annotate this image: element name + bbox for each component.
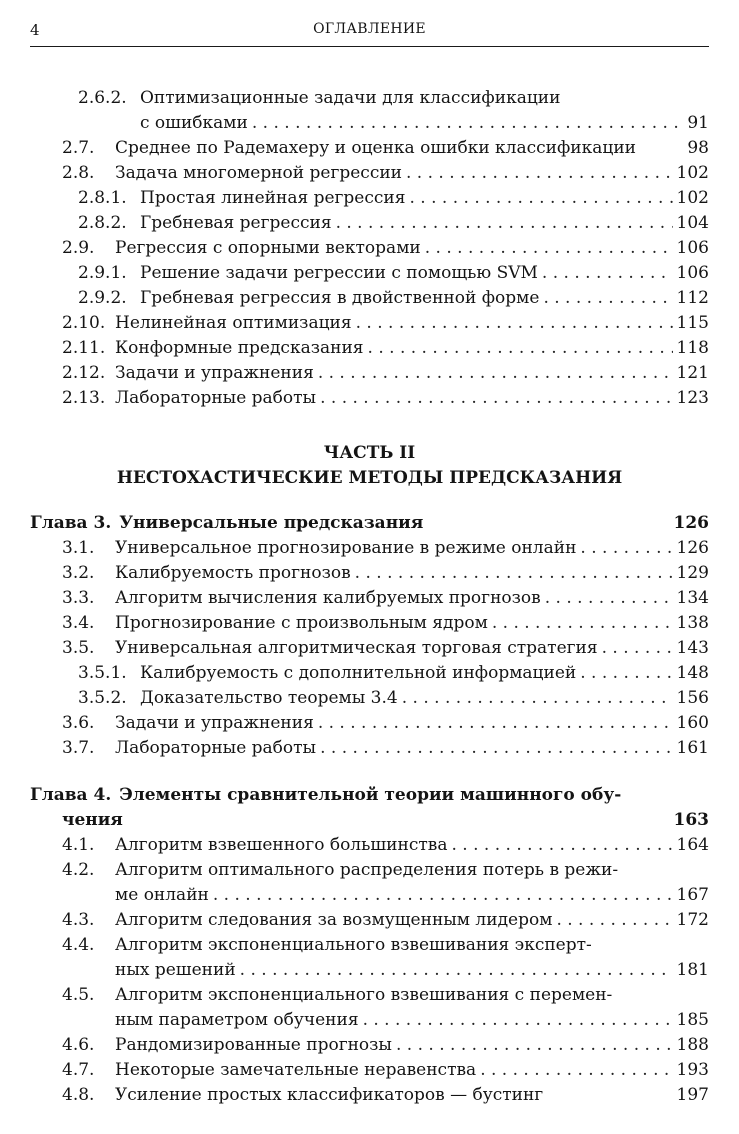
toc-entry: 4.5. Алгоритм экспоненциального взвешивания с перемен- (62, 985, 613, 1005)
chapter-heading: Глава 3. Универсальные предсказания 126 (30, 513, 709, 533)
toc-entry: 4.7. Некоторые замечательные неравенства . . . 193 (62, 1058, 709, 1083)
toc-entry-continuation: с ошибками . . . 91 (140, 111, 709, 136)
toc-entry: 4.3. Алгоритм следования за возмущенным лидером . . . 172 (62, 908, 709, 933)
toc-entry: 2.13. Лабораторные работы . . . 123 (62, 386, 709, 411)
page-number: 4 (30, 21, 40, 39)
toc-entry: 2.6.2. Оптимизационные задачи для классификации (78, 88, 561, 108)
toc-entry-continuation: ных решений . . . 181 (115, 958, 709, 983)
toc-entry: 2.8.1. Простая линейная регрессия . . . 102 (78, 186, 709, 211)
part-title: НЕСТОХАСТИЧЕСКИЕ МЕТОДЫ ПРЕДСКАЗАНИЯ (116, 468, 623, 488)
toc-entry: 4.1. Алгоритм взвешенного большинства . . . 164 (62, 833, 709, 858)
running-title: ОГЛАВЛЕНИЕ (313, 21, 426, 37)
toc-entry: 2.8. Задача многомерной регрессии . . . 102 (62, 161, 709, 186)
toc-entry: 3.7. Лабораторные работы . . . 161 (62, 736, 709, 761)
toc-entry: 4.8. Усиление простых классификаторов — бустинг 197 (62, 1085, 709, 1105)
toc-entry-continuation: ме онлайн . . . 167 (115, 883, 709, 908)
toc-entry: 2.9.1. Решение задачи регрессии с помощью SVM . . . 106 (78, 261, 709, 286)
toc-entry: 4.6. Рандомизированные прогнозы . . . 188 (62, 1033, 709, 1058)
toc-entry-continuation: ным параметром обучения . . . 185 (115, 1008, 709, 1033)
part-label: ЧАСТЬ II (323, 443, 416, 463)
toc-entry: 2.9. Регрессия с опорными векторами . . . 106 (62, 236, 709, 261)
chapter-heading-continuation: чения 163 (62, 810, 709, 830)
toc-entry: 2.11. Конформные предсказания . . . 118 (62, 336, 709, 361)
chapter-heading: Глава 4. Элементы сравнительной теории машинного обу- (30, 785, 622, 805)
toc-entry: 3.6. Задачи и упражнения . . . 160 (62, 711, 709, 736)
toc-entry: 4.4. Алгоритм экспоненциального взвешивания эксперт- (62, 935, 592, 955)
toc-entry: 2.9.2. Гребневая регрессия в двойственной форме . . . 112 (78, 286, 709, 311)
toc-entry: 3.5.1. Калибруемость с дополнительной информацией . . . 148 (78, 661, 709, 686)
toc-entry: 3.3. Алгоритм вычисления калибруемых прогнозов . . . 134 (62, 586, 709, 611)
toc-entry: 3.2. Калибруемость прогнозов . . . 129 (62, 561, 709, 586)
toc-entry: 3.5.2. Доказательство теоремы 3.4 . . . 156 (78, 686, 709, 711)
toc-entry: 2.7. Среднее по Радемахеру и оценка ошибки классификации 98 (62, 138, 709, 158)
toc-entry: 2.10. Нелинейная оптимизация . . . 115 (62, 311, 709, 336)
toc-entry: 2.12. Задачи и упражнения . . . 121 (62, 361, 709, 386)
toc-entry: 3.5. Универсальная алгоритмическая торговая стратегия . . . 143 (62, 636, 709, 661)
toc-entry: 3.4. Прогнозирование с произвольным ядром . . . 138 (62, 611, 709, 636)
toc-entry: 4.2. Алгоритм оптимального распределения потерь в режи- (62, 860, 619, 880)
page-header (30, 18, 709, 47)
toc-entry: 3.1. Универсальное прогнозирование в режиме онлайн . . . 126 (62, 536, 709, 561)
toc-entry: 2.8.2. Гребневая регрессия . . . 104 (78, 211, 709, 236)
